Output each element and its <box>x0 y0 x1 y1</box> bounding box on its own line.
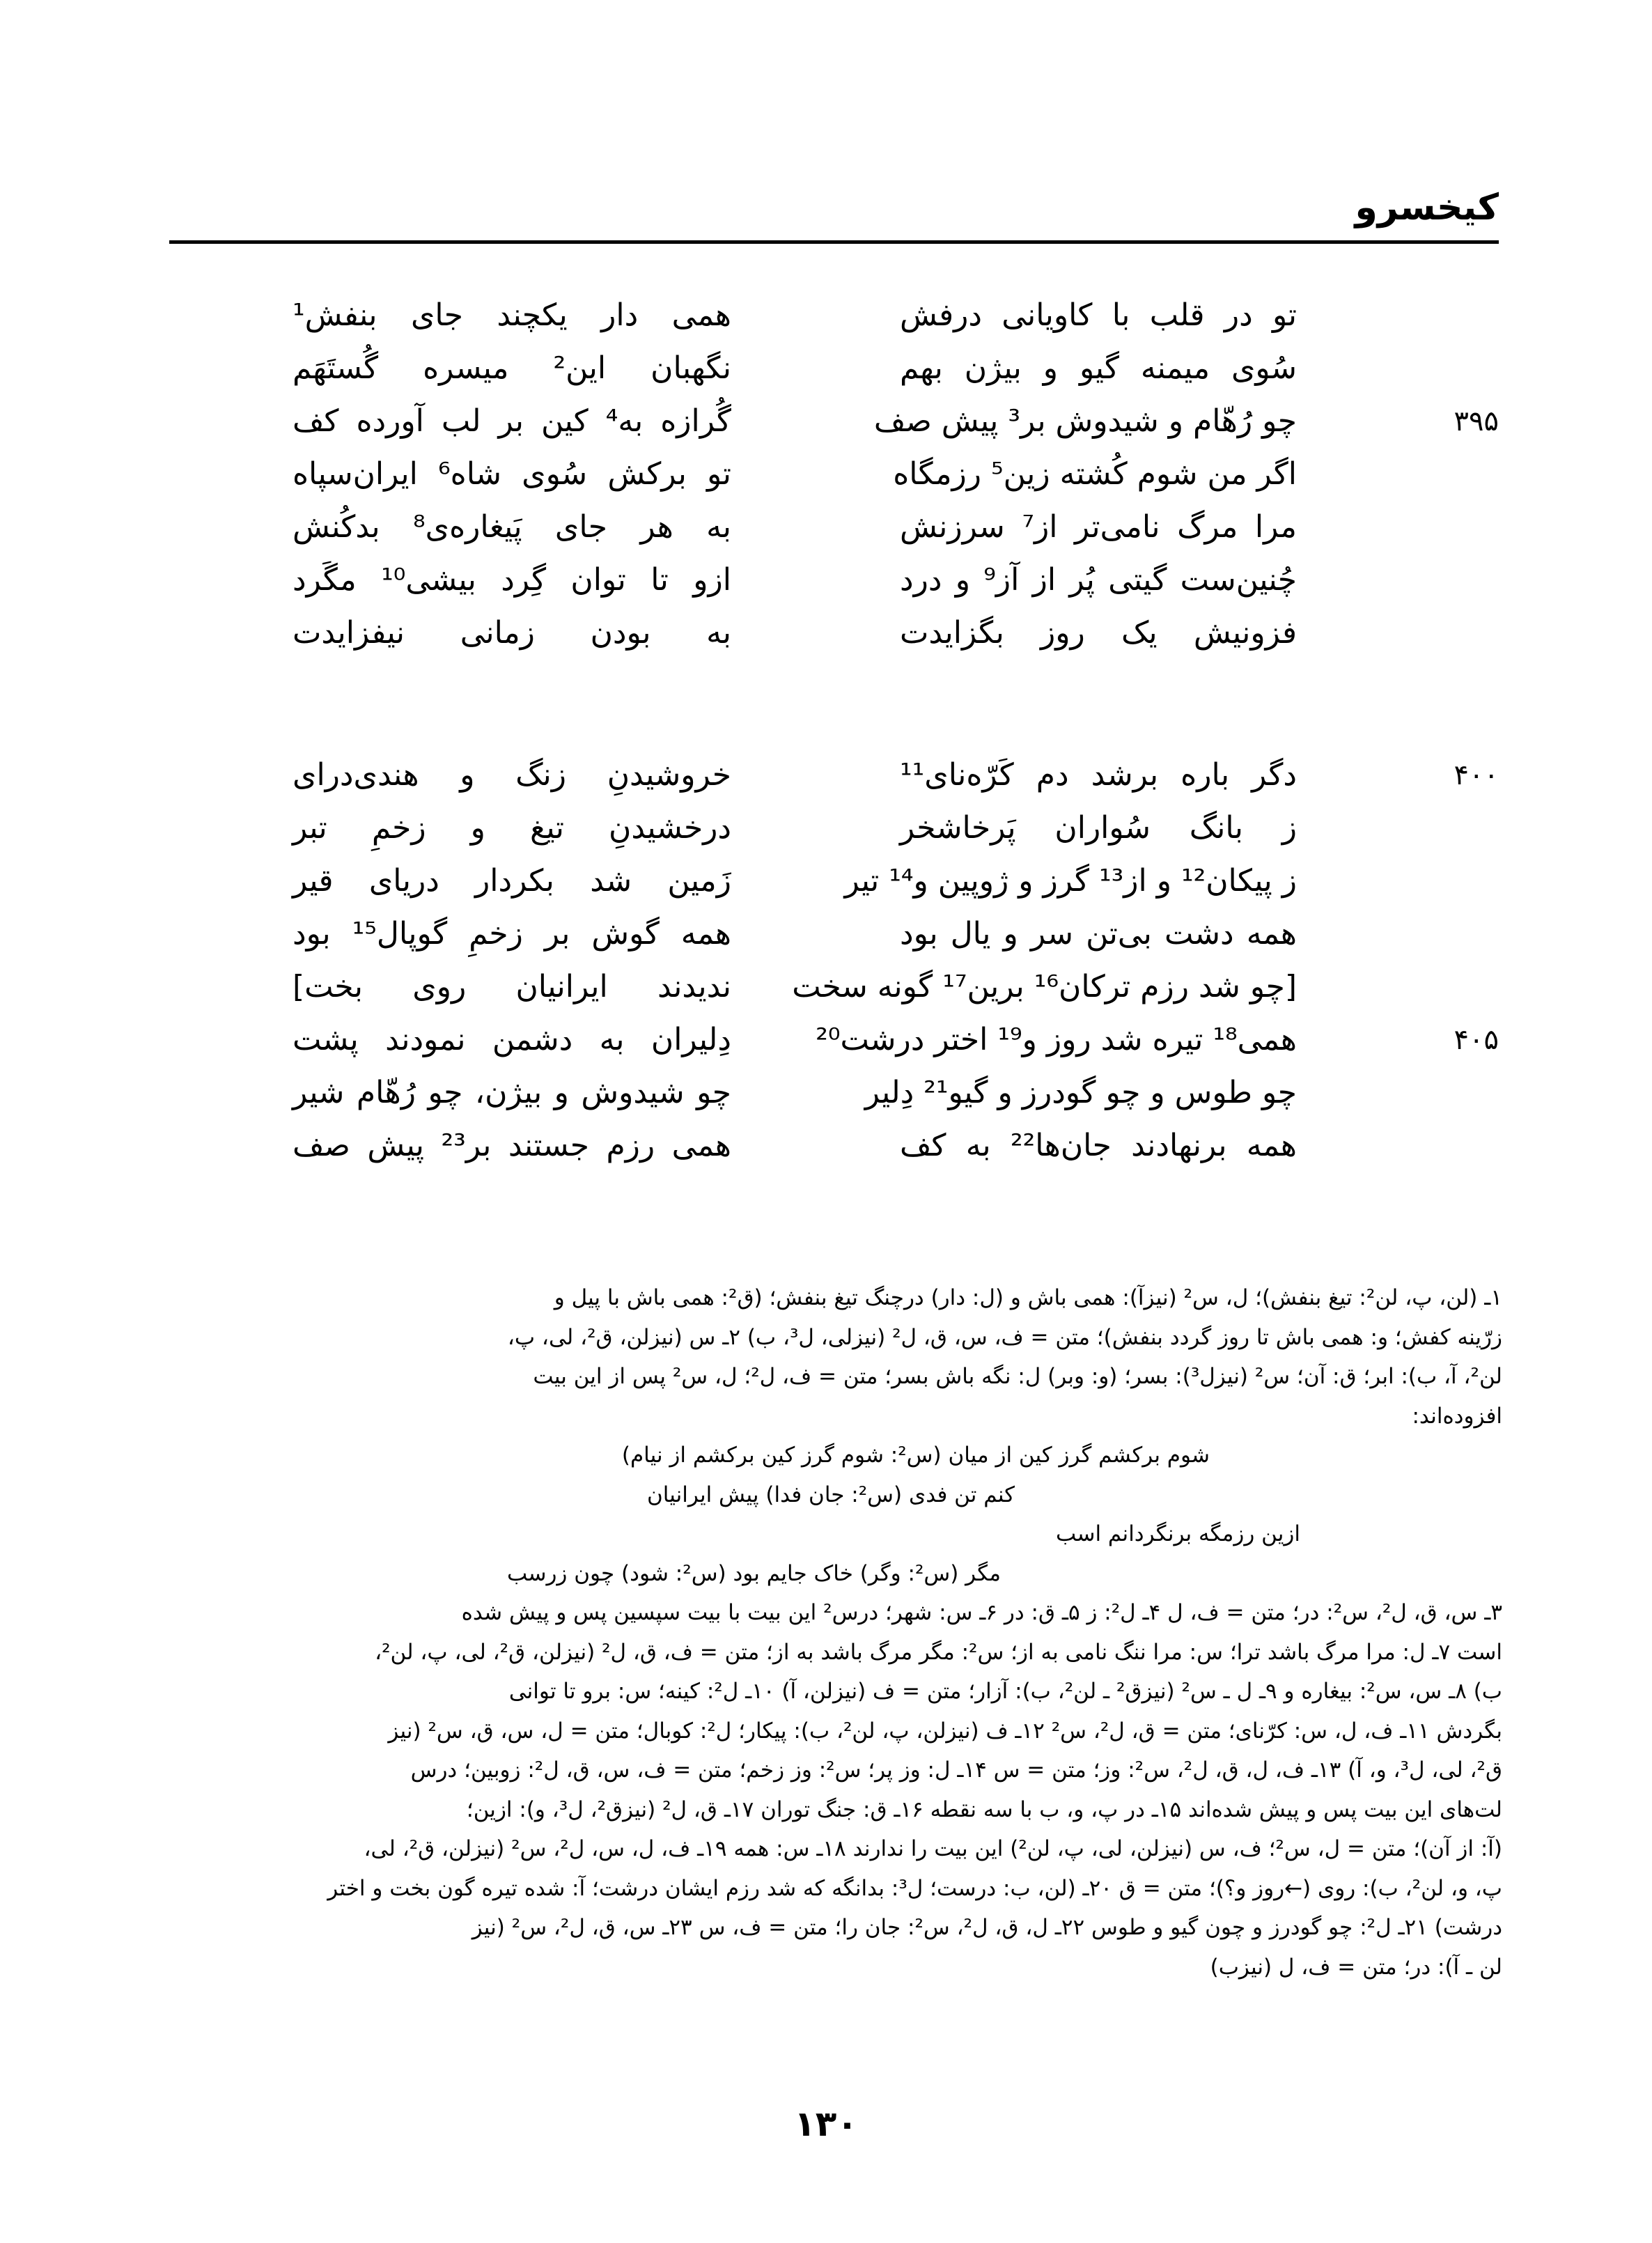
couplet <box>293 289 1499 342</box>
added-verse-line: کنم تن فدی (س²: جان فدا) پیش ایرانیان <box>647 1482 1015 1507</box>
hemistich-right: چُنین‌ست گیتی پُر از آز⁹ و درد <box>900 562 1297 598</box>
hemistich-right: [چو شد رزم ترکان¹⁶ برین¹⁷ گونه سخت <box>792 969 1297 1004</box>
hemistich-left: همی رزم جستند بر²³ پیش صف <box>293 1128 731 1163</box>
couplet <box>293 607 1499 660</box>
footnote-line: (آ: از آن)؛ متن = ل، س²؛ ف، س (نیزلن، لی، پ، لن²) این بیت را ندارند ۱۸ـ س: همه ۱۹ـ ف، ل، س، ل²، س² (نیزلن، ق²، لی، <box>364 1836 1502 1861</box>
couplet <box>293 1119 1499 1172</box>
hemistich-right: اگر من شوم کُشته زین⁵ رزمگاه <box>893 456 1297 492</box>
added-verse-line: مگر (س²: وگر) خاک جایم بود (س²: شود) چون زرسب <box>507 1560 1001 1586</box>
added-verses <box>174 1436 1502 1593</box>
hemistich-left: نگهبان این² میسره گُستَهَم <box>293 350 731 386</box>
verse-block-2 <box>293 749 1499 1172</box>
couplet <box>293 342 1499 395</box>
footnote-line: ۱ـ (لن، پ، لن²: تیغ بنفش)؛ ل، س² (نیزآ): همی باش و (ل: دار) درچنگ تیغ بنفش؛ (ق²: همی باش با پیل و <box>554 1285 1502 1310</box>
hemistich-left: ندیدند ایرانیان روی بخت] <box>293 969 731 1004</box>
page-number: ۱۳۰ <box>794 2104 858 2144</box>
footnote-line: ق²، لی، ل³، و، آ) ۱۳ـ ف، ل، ق، ل²، س²: وز؛ متن = س ۱۴ـ ل: وز پر؛ س²: وز زخم؛ متن = ف، س، ق، ل²: زوبین؛ درس <box>410 1757 1502 1783</box>
hemistich-left: همه گوش بر زخمِ گوپال¹⁵ بود <box>293 916 732 952</box>
verse-number: ۴۰۵ <box>1454 1024 1499 1056</box>
couplet <box>293 749 1499 802</box>
footnote-line: بگردش ۱۱ـ ف، ل، س: کرّنای؛ متن = ق، ل²، س² ۱۲ـ ف (نیزلن، پ، لن²، ب): پیکار؛ ل²: کوبال؛ متن = ل، س، ق، س² (نیز <box>388 1718 1502 1744</box>
couplet <box>293 1014 1499 1066</box>
verse-number: ۴۰۰ <box>1454 759 1499 791</box>
couplet <box>293 802 1499 855</box>
hemistich-right: دگر باره برشد دم کَرّه‌نای¹¹ <box>900 757 1297 793</box>
couplet <box>293 1066 1499 1119</box>
couplet <box>293 855 1499 908</box>
verse-block-1 <box>293 289 1499 660</box>
hemistich-right: ز پیکان¹² و از¹³ گرز و ژوپین و¹⁴ تیر <box>844 863 1297 899</box>
footnote-line: ۳ـ س، ق، ل²، س²: در؛ متن = ف، ل ۴ـ ل²: ز ۵ـ ق: در ۶ـ س: شهر؛ درس² این بیت با بیت سپسین پس و پیش شده <box>461 1600 1502 1625</box>
footnote-line: افزوده‌اند: <box>1412 1403 1502 1429</box>
footnotes <box>174 1278 1502 1987</box>
hemistich-left: چو شیدوش و بیژن، چو رُهّام شیر <box>293 1075 731 1110</box>
couplet <box>293 395 1499 448</box>
verse-number: ۳۹۵ <box>1454 405 1499 437</box>
hemistich-left: همی دار یکچند جای بنفش¹ <box>293 297 731 333</box>
couplet <box>293 501 1499 554</box>
footnote-line: لت‌های این بیت پس و پیش شده‌اند ۱۵ـ در پ، و، ب با سه نقطه ۱۶ـ ق: جنگ توران ۱۷ـ ق، ل² (نیزق²، ل³، و): ازین؛ <box>466 1796 1502 1822</box>
hemistich-right: همی¹⁸ تیره شد روز و¹⁹ اختر درشت²⁰ <box>816 1022 1297 1057</box>
couplet <box>293 961 1499 1014</box>
hemistich-left: درخشیدنِ تیغ و زخمِ تبر <box>293 810 731 846</box>
hemistich-right: مرا مرگ نامی‌تر از⁷ سرزنش <box>900 509 1297 545</box>
added-verse-line: ازین رزمگه برنگردانم اسب <box>1056 1521 1300 1546</box>
footnote-line: است ۷ـ ل: مرا مرگ باشد ترا؛ س: مرا ننگ نامی به از؛ س²: مگر مرگ باشد به از؛ متن = ف، ق، ل² (نیزلن، ق²، لی، پ، لن²، <box>375 1639 1502 1665</box>
hemistich-right: فزونیش یک روز بگزایدت <box>900 615 1297 651</box>
couplet <box>293 908 1499 961</box>
hemistich-right: چو طوس و چو گودرز و گیو²¹ دِلیر <box>864 1075 1297 1110</box>
hemistich-right: چو رُهّام و شیدوش بر³ پیش صف <box>873 403 1297 439</box>
couplet <box>293 448 1499 501</box>
footnote-line: ب) ۸ـ س، س²: بیغاره و ۹ـ ل ـ س² (نیزق² ـ لن²، ب): آزار؛ متن = ف (نیزلن، آ) ۱۰ـ ل²: کینه؛ س: برو تا توانی <box>508 1679 1502 1704</box>
footnote-line: پ، و، لن²، ب): روی (←روز و؟)؛ متن = ق ۲۰ـ (لن، ب: درست؛ ل³: بدانگه که شد رزم ایشان درشت؛ آ: شده تیره گون بخت و اختر <box>327 1875 1502 1901</box>
hemistich-left: زَمین شد بکردار دریای قیر <box>293 863 731 899</box>
hemistich-right: تو در قلب با کاویانی درفش <box>900 297 1297 333</box>
hemistich-left: به بودن زمانی نیفزایدت <box>293 615 731 651</box>
footnote-line: لن²، آ، ب): ابر؛ ق: آن؛ س² (نیزل³): بسر؛ (و: وبر) ل: نگه باش بسر؛ متن = ف، ل²؛ ل، س² پس از این بیت <box>533 1364 1502 1389</box>
hemistich-left: گُرازه به⁴ کین بر لب آورده کف <box>293 403 731 439</box>
hemistich-right: همه دشت بی‌تن سر و یال بود <box>900 916 1297 952</box>
running-head-title: کیخسرو <box>1355 187 1499 228</box>
hemistich-right: ز بانگ سُواران پَرخاشخر <box>900 810 1297 846</box>
hemistich-left: تو برکش سُوی شاه⁶ ایران‌سپاه <box>293 456 731 492</box>
hemistich-left: به هر جای پَیغاره‌ی⁸ بدکُنش <box>293 509 732 545</box>
footnote-line: درشت) ۲۱ـ ل²: چو گودرز و چون گیو و طوس ۲۲ـ ل، ق، ل²، س²: جان را؛ متن = ف، س ۲۳ـ س، ق، ل²، س² (نیز <box>472 1915 1502 1940</box>
footnote-line: زرّینه کفش؛ و: همی باش تا روز گردد بنفش)؛ متن = ف، س، ق، ل² (نیزلی، ل³، ب) ۲ـ س (نیزلن، ق²، لی، پ، <box>507 1324 1502 1350</box>
hemistich-left: دِلیران به دشمن نمودند پشت <box>293 1022 731 1057</box>
footnote-line: لن ـ آ): در؛ متن = ف، ل (نیزب) <box>1210 1954 1502 1980</box>
hemistich-left: ازو تا توان گِرد بیشی¹⁰ مگَرد <box>293 562 731 598</box>
header-rule <box>169 240 1499 244</box>
added-verse-line: شوم برکشم گرز کین از میان (س²: شوم گرز کین برکشم از نیام) <box>621 1443 1210 1468</box>
couplet <box>293 554 1499 607</box>
hemistich-right: سُوی میمنه گیو و بیژن بهم <box>900 350 1297 386</box>
hemistich-left: خروشیدنِ زنگ و هندی‌درای <box>293 757 731 793</box>
hemistich-right: همه برنهادند جان‌ها²² به کف <box>900 1128 1297 1163</box>
